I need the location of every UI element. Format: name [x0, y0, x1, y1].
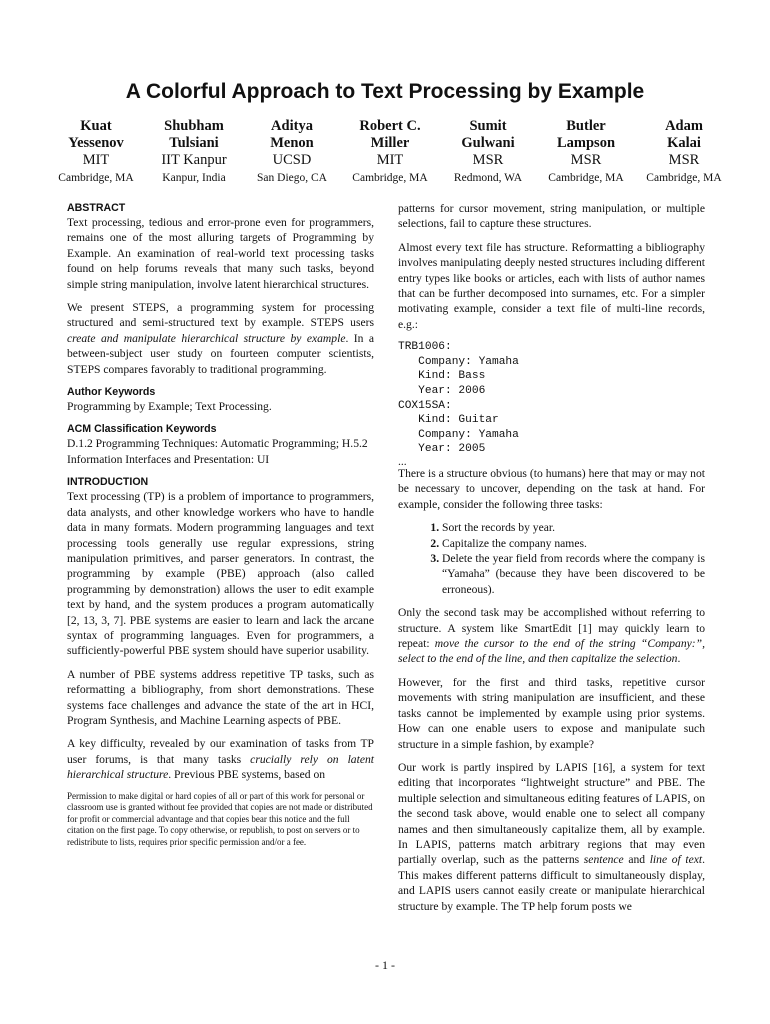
right-column — [398, 201, 705, 922]
author-last-name: Yessenov — [68, 135, 124, 151]
body-paragraph: However, for the first and third tasks, repetitive cursor movements with string manipulation are insufficient, and these tasks cannot be implemented by example using prior systems. How can one enable users to expose and manipulate such structure in a simple fashion, by example? — [398, 675, 705, 751]
author-affiliation: MIT — [376, 152, 404, 168]
author-list — [50, 118, 730, 186]
author-block — [50, 118, 142, 186]
body-paragraph: Our work is partly inspired by LAPIS [16], a system for text editing that incorporates “lightweight structure” and PBE. The multiple selection and simultaneous editing features of LAPIS, on the second task above, would enable one to select all company names and then simultaneously capitalize them, all by example. In LAPIS, patterns match arbitrary regions that may even partially overlap, such as the patterns sentence and line of text. This makes different patterns difficult to simultaneously display, and LAPIS users cannot easily create or manipulate hierarchical structure by example. The TP help forum posts we — [398, 760, 705, 913]
list-item: 1. Sort the records by year. — [442, 520, 705, 535]
author-block — [344, 118, 436, 186]
page-number: - 1 - — [375, 958, 395, 972]
paper-title: A Colorful Approach to Text Processing by Example — [125, 80, 645, 103]
author-affiliation: IIT Kanpur — [161, 152, 227, 168]
author-last-name: Miller — [370, 135, 410, 151]
list-item: 3. Delete the year field from records where the company is “Yamaha” (because they have been discovered to be erroneous). — [442, 551, 705, 597]
author-block — [442, 118, 534, 186]
author-last-name: Gulwani — [461, 135, 515, 151]
code-example: TRB1006: Company: Yamaha Kind: Bass Year: 2006 COX15SA: Kind: Guitar Company: Yamaha Year: 2005 — [398, 341, 519, 456]
list-item: 2. Capitalize the company names. — [442, 536, 705, 551]
abstract-heading: ABSTRACT — [67, 202, 126, 214]
author-location: Cambridge, MA — [58, 172, 134, 184]
author-affiliation: UCSD — [272, 152, 312, 168]
author-location: San Diego, CA — [257, 172, 327, 184]
keywords-text: Programming by Example; Text Processing. — [67, 400, 272, 414]
author-first-name: Aditya — [271, 118, 313, 134]
author-first-name: Kuat — [80, 118, 112, 134]
author-affiliation: MSR — [570, 152, 602, 168]
author-affiliation: MSR — [472, 152, 504, 168]
author-location: Cambridge, MA — [646, 172, 722, 184]
keywords-heading: Author Keywords — [67, 386, 156, 399]
author-last-name: Kalai — [667, 135, 701, 151]
author-first-name: Robert C. — [359, 118, 421, 134]
body-paragraph: patterns for cursor movement, string manipulation, or multiple selections, fail to capture these structures. — [398, 202, 705, 231]
intro-paragraph: A key difficulty, revealed by our examination of tasks from TP user forums, is that many tasks crucially rely on latent hierarchical structure. Previous PBE systems, based on — [67, 737, 374, 782]
code-ellipsis: ... — [398, 455, 407, 468]
author-location: Redmond, WA — [453, 172, 523, 184]
acm-text: D.1.2 Programming Techniques: Automatic Programming; H.5.2 Information Interfaces and Presentation: UI — [67, 437, 368, 466]
body-paragraph: Almost every text file has structure. Reformatting a bibliography involves manipulating deeply nested structures including different entry types like books or articles, each with lists of author names that can be further decomposed into surnames, etc. For a simpler motivating example, consider a text file of multi-line records, e.g.: — [398, 240, 705, 331]
author-last-name: Menon — [270, 135, 314, 151]
author-affiliation: MSR — [668, 152, 700, 168]
author-location: Cambridge, MA — [352, 172, 428, 184]
intro-paragraph: Text processing (TP) is a problem of importance to programmers, data analysts, and other knowledge workers who have to handle data in many formats. Modern programming languages and text processing tools generally use regular expressions, string manipulation primitives, and parser generators. In contrast, the programming by example (PBE) approach (also called programming by demonstration) allows the user to edit example text by hand, and the system produces a program automatically [2, 13, 3, 7]. PBE systems are easier to learn and lack the arcane syntax of programming languages. Even for programmers, a sufficiently-powerful PBE system should have superior usability. — [67, 490, 374, 658]
left-column — [67, 201, 374, 848]
permission-notice: Permission to make digital or hard copies of all or part of this work for personal or classroom use is granted without fee provided that copies are not made or distributed for profit or commercial advantage and that copies bear this notice and the full citation on the first page. To copy otherwise, or republish, to post on servers or to redistribute to lists, requires prior specific permission and/or a fee. — [67, 790, 373, 847]
author-location: Kanpur, India — [162, 172, 226, 184]
author-first-name: Shubham — [164, 118, 224, 134]
author-affiliation: MIT — [82, 152, 110, 168]
intro-paragraph: A number of PBE systems address repetitive TP tasks, such as reformatting a bibliography, from short demonstrations. These systems face challenges and advance the state of the art in HCI, Program Synthesis, and Machine Learning aspects of PBE. — [67, 667, 374, 727]
introduction-heading: INTRODUCTION — [67, 476, 149, 489]
abstract-paragraph: Text processing, tedious and error-prone even for programmers, remains one of the most alluring targets of Programming by Example. An examination of real-world text processing tasks found on help forums reveals that many such tasks, beyond simple string manipulation, involve latent hierarchical structures. — [67, 216, 374, 291]
author-first-name: Adam — [665, 118, 703, 134]
author-last-name: Tulsiani — [169, 135, 219, 151]
author-block — [148, 118, 240, 186]
author-last-name: Lampson — [556, 135, 616, 151]
task-list — [398, 520, 705, 597]
author-location: Cambridge, MA — [548, 172, 624, 184]
body-paragraph: Only the second task may be accomplished without referring to structure. A system like SmartEdit [1] may quickly learn to repeat: move the cursor to the end of the string “Company:”, select to the end of the line, and then capitalize the selection. — [398, 606, 706, 666]
author-block — [638, 118, 730, 186]
acm-heading: ACM Classification Keywords — [67, 423, 217, 436]
body-paragraph: There is a structure obvious (to humans) here that may or may not be necessary to uncover, depending on the task at hand. For example, consider the following three tasks: — [398, 467, 705, 511]
abstract-paragraph: We present STEPS, a programming system for processing structured and semi-structured text by example. STEPS users create and manipulate hierarchical structure by example. In a between-subject user study on fourteen computer scientists, STEPS compares favorably to traditional programming. — [67, 301, 374, 376]
author-first-name: Butler — [566, 118, 606, 134]
author-block — [246, 118, 338, 186]
author-first-name: Sumit — [469, 118, 507, 134]
author-block — [540, 118, 632, 186]
